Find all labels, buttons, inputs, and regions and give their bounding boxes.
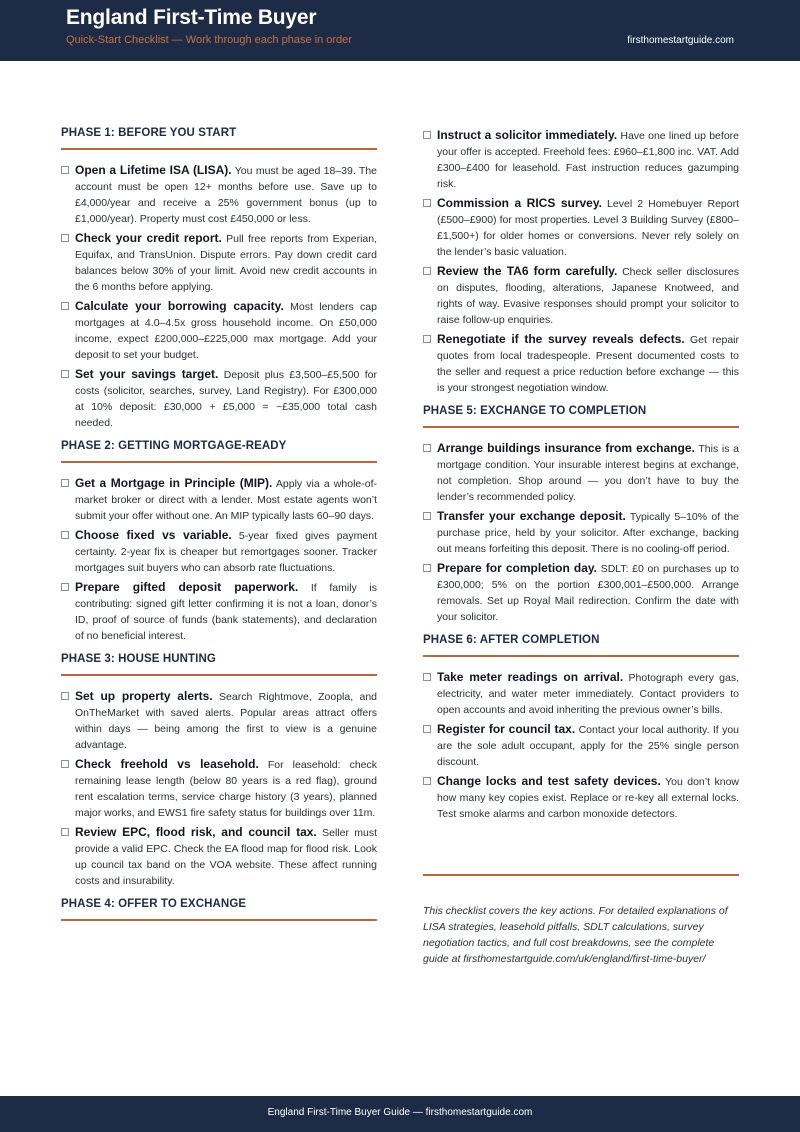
item-body: Search Rightmove, Zoopla, and OnTheMarket with saved alerts. Popular areas attract offers within days — being among the first to view is a genuine advantage. bbox=[75, 691, 377, 751]
item-title: Get a Mortgage in Principle (MIP). bbox=[75, 476, 273, 490]
item-title: Check freehold vs leasehold. bbox=[75, 757, 259, 771]
checkbox[interactable] bbox=[61, 302, 69, 310]
checkbox[interactable] bbox=[423, 564, 431, 572]
checkbox[interactable] bbox=[61, 583, 69, 591]
checkbox[interactable] bbox=[423, 725, 431, 733]
checkbox[interactable] bbox=[423, 512, 431, 520]
item-title: Instruct a solicitor immediately. bbox=[437, 128, 618, 142]
page-title: England First-Time Buyer bbox=[66, 6, 317, 29]
checklist-item bbox=[423, 508, 739, 557]
item-body: 5-year fixed gives payment certainty. 2-year fix is cheaper but remortgages sooner. Tracker mortgages suit buyers who can absorb rate fluctuations. bbox=[75, 530, 377, 574]
item-title: Review EPC, flood risk, and council tax. bbox=[75, 825, 317, 839]
item-title: Register for council tax. bbox=[437, 722, 576, 736]
divider bbox=[423, 874, 739, 876]
item-body: Photograph every gas, electricity, and water meter immediately. Contact providers to open accounts and avoid inheriting the previous owner’s bills. bbox=[437, 672, 739, 716]
checklist-item bbox=[61, 756, 377, 821]
item-title: Transfer your exchange deposit. bbox=[437, 509, 626, 523]
checklist-item bbox=[61, 527, 377, 576]
item-body: Contact your local authority. If you are the sole adult occupant, apply for the 25% single person discount. bbox=[437, 724, 740, 768]
checklist-item bbox=[61, 475, 377, 524]
phase-heading: PHASE 1: BEFORE YOU START bbox=[61, 127, 377, 150]
checklist-item bbox=[423, 127, 739, 192]
checkbox[interactable] bbox=[423, 267, 431, 275]
checklist-item bbox=[61, 688, 377, 753]
item-title: Arrange buildings insurance from exchange. bbox=[437, 441, 695, 455]
checklist-item bbox=[423, 560, 739, 625]
phase-heading: PHASE 2: GETTING MORTGAGE-READY bbox=[61, 440, 377, 463]
checklist-item bbox=[423, 773, 739, 822]
phase-section bbox=[61, 440, 377, 644]
item-title: Choose fixed vs variable. bbox=[75, 528, 232, 542]
phase-section bbox=[61, 653, 377, 889]
item-title: Change locks and test safety devices. bbox=[437, 774, 661, 788]
page-footer: England First-Time Buyer Guide — firsthomestartguide.com bbox=[0, 1096, 800, 1132]
item-title: Review the TA6 form carefully. bbox=[437, 264, 618, 278]
page-subtitle: Quick-Start Checklist — Work through each phase in order bbox=[66, 34, 352, 46]
checkbox[interactable] bbox=[61, 166, 69, 174]
phase-heading: PHASE 6: AFTER COMPLETION bbox=[423, 634, 739, 657]
checkbox[interactable] bbox=[61, 234, 69, 242]
checklist-item bbox=[61, 824, 377, 889]
item-body: Have one lined up before your offer is accepted. Freehold fees: £960–£1,800 inc. VAT. Add £300–£400 for leasehold. Fast instruction reduces gazumping risk. bbox=[437, 130, 739, 190]
item-title: Open a Lifetime ISA (LISA). bbox=[75, 163, 232, 177]
phase-section bbox=[61, 898, 377, 921]
checkbox[interactable] bbox=[423, 673, 431, 681]
checkbox[interactable] bbox=[423, 199, 431, 207]
phase-section bbox=[423, 634, 739, 822]
item-title: Set your savings target. bbox=[75, 367, 219, 381]
item-body: If family is contributing: signed gift letter confirming it is not a loan, donor’s ID, proof of source of funds (bank statements), and declaration of no beneficial interest. bbox=[75, 582, 378, 642]
phase-heading: PHASE 5: EXCHANGE TO COMPLETION bbox=[423, 405, 739, 428]
page-header bbox=[0, 0, 800, 61]
item-body: Pull free reports from Experian, Equifax, and TransUnion. Dispute errors. Pay down credit card balances below 30% of your limit. Avoid new credit accounts in the 6 months before applying. bbox=[75, 233, 378, 293]
right-column bbox=[423, 127, 739, 831]
item-body: Deposit plus £3,500–£5,500 for costs (solicitor, searches, survey, Land Registry). For £300,000 at 10% deposit: £30,000 + £5,000 = ~£35,000 total cash needed. bbox=[75, 369, 377, 429]
item-body: SDLT: £0 on purchases up to £300,000; 5% on the portion £300,001–£500,000. Arrange removals. Set up Royal Mail redirection. Confirm the date with your solicitor. bbox=[437, 563, 739, 623]
item-title: Prepare for completion day. bbox=[437, 561, 598, 575]
item-body: For leasehold: check remaining lease length (below 80 years is a red flag), ground rent escalation terms, service charge history (3 years), planned major works, and EWS1 fire safety status for buildings over 11m. bbox=[75, 759, 378, 819]
checklist-item bbox=[61, 230, 377, 295]
item-body: Check seller disclosures on disputes, flooding, alterations, Japanese Knotweed, and rights of way. Evasive responses should prompt your solicitor to raise follow-up enquiries. bbox=[437, 266, 739, 326]
item-body: Apply via a whole-of-market broker or direct with a lender. Most estate agents won’t submit your offer without one. An MIP typically lasts 60–90 days. bbox=[75, 478, 377, 522]
checklist-item bbox=[61, 298, 377, 363]
checklist-item bbox=[61, 162, 377, 227]
site-url: firsthomestartguide.com bbox=[627, 35, 734, 46]
item-title: Take meter readings on arrival. bbox=[437, 670, 624, 684]
checkbox[interactable] bbox=[61, 531, 69, 539]
closing-note: This checklist covers the key actions. For detailed explanations of LISA strategies, leasehold pitfalls, SDLT calculations, survey negotiation tactics, and full cost breakdowns, see the complete guide at firsthomestartguide.com/uk/england/first-time-buyer/ bbox=[423, 905, 728, 965]
item-body: Typically 5–10% of the purchase price, held by your solicitor. After exchange, backing out means forfeiting this deposit. There is no cooling-off period. bbox=[437, 511, 739, 555]
item-title: Prepare gifted deposit paperwork. bbox=[75, 580, 299, 594]
item-body: Most lenders cap mortgages at 4.0–4.5x gross household income. On £50,000 income, expect £200,000–£225,000 max mortgage. Add your deposit to set your budget. bbox=[75, 301, 377, 361]
checklist-item bbox=[423, 669, 739, 718]
checklist-item bbox=[423, 721, 739, 770]
phase-heading: PHASE 4: OFFER TO EXCHANGE bbox=[61, 898, 377, 921]
item-body: You don’t know how many key copies exist. Replace or re-key all external locks. Test smoke alarms and carbon monoxide detectors. bbox=[437, 776, 739, 820]
checklist-item bbox=[423, 195, 739, 260]
checkbox[interactable] bbox=[61, 828, 69, 836]
item-title: Calculate your borrowing capacity. bbox=[75, 299, 284, 313]
phase-heading: PHASE 3: HOUSE HUNTING bbox=[61, 653, 377, 676]
item-body: Get repair quotes from local tradespeople. Present documented costs to the seller and request a price reduction before exchange — this is your strongest negotiation window. bbox=[437, 334, 739, 394]
checklist-item bbox=[61, 366, 377, 431]
checklist-item bbox=[423, 331, 739, 396]
checkbox[interactable] bbox=[423, 444, 431, 452]
checkbox[interactable] bbox=[61, 760, 69, 768]
item-title: Commission a RICS survey. bbox=[437, 196, 602, 210]
phase-section bbox=[61, 127, 377, 431]
left-column bbox=[61, 127, 377, 933]
item-body: This is a mortgage condition. Your insurable interest begins at exchange, not completion. Shop around — you don’t have to buy the lender’s recommended policy. bbox=[437, 443, 740, 503]
checkbox[interactable] bbox=[423, 335, 431, 343]
item-body: You must be aged 18–39. The account must be open 12+ months before use. Save up to £4,000/year and receive a 25% government bonus (up to £1,000/year). Property must cost £450,000 or less. bbox=[75, 165, 377, 225]
checkbox[interactable] bbox=[61, 370, 69, 378]
item-body: Level 2 Homebuyer Report (£500–£900) for most properties. Level 3 Building Survey (£800–£1,500+) for older homes or conversions. Never rely solely on the lender’s basic valuation. bbox=[437, 198, 739, 258]
item-title: Check your credit report. bbox=[75, 231, 222, 245]
checkbox[interactable] bbox=[61, 479, 69, 487]
checklist-item bbox=[61, 579, 377, 644]
checklist-item bbox=[423, 263, 739, 328]
phase-section bbox=[423, 127, 739, 396]
item-title: Renegotiate if the survey reveals defects. bbox=[437, 332, 685, 346]
item-title: Set up property alerts. bbox=[75, 689, 213, 703]
phase-section bbox=[423, 405, 739, 625]
item-body: Seller must provide a valid EPC. Check the EA flood map for flood risk. Look up council tax band on the VOA website. These affect running costs and insurability. bbox=[75, 827, 378, 887]
checkbox[interactable] bbox=[61, 692, 69, 700]
checkbox[interactable] bbox=[423, 777, 431, 785]
checkbox[interactable] bbox=[423, 131, 431, 139]
checklist-item bbox=[423, 440, 739, 505]
